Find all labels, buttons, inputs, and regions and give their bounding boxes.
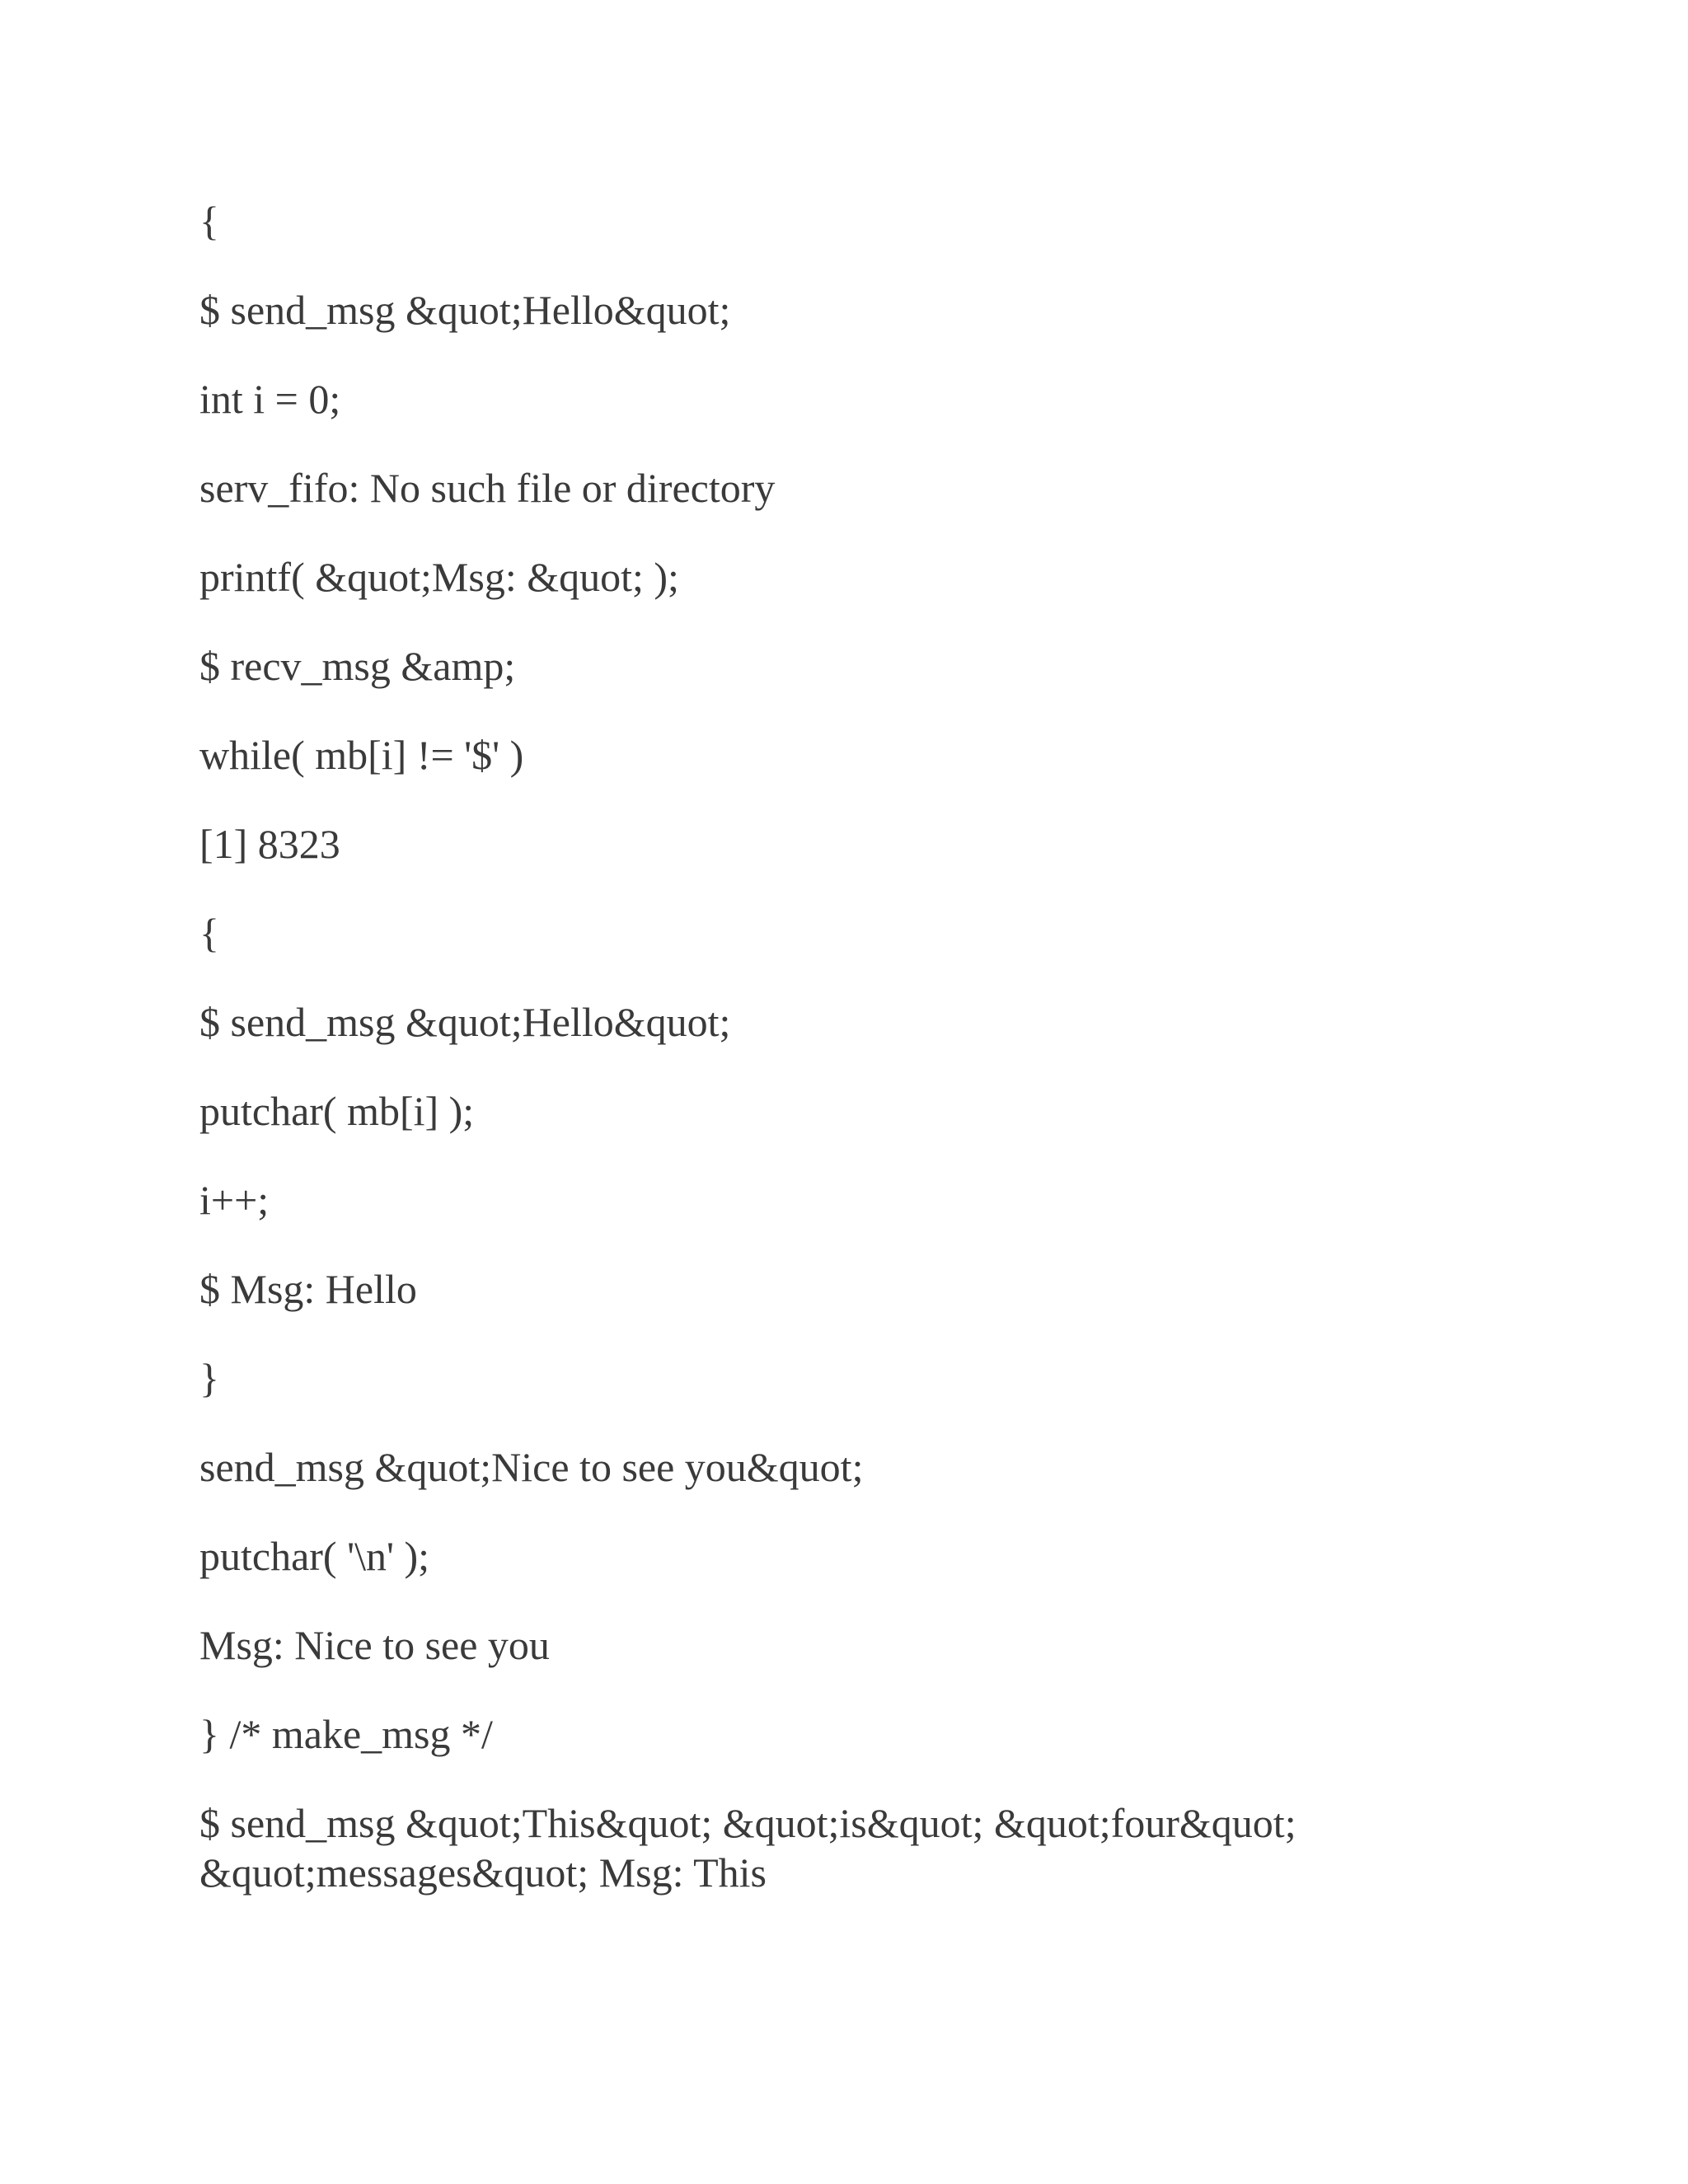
text-line: $ send_msg &quot;Hello&quot; [199,287,731,333]
text-line: $ send_msg &quot;Hello&quot; [199,999,731,1045]
text-line: } /* make_msg */ [199,1711,493,1757]
text-line: $ send_msg &quot;This&quot; &quot;is&quot; &quot;four&quot; &quot;messages&quot; Msg: This [199,1800,1296,1896]
text-line: { [199,198,219,244]
text-line: serv_fifo: No such file or directory [199,465,776,511]
document-text [199,196,1469,1897]
text-line: putchar( '\n' ); [199,1533,430,1579]
text-line: $ Msg: Hello [199,1266,417,1312]
text-line: } [199,1355,219,1401]
text-line: Msg: Nice to see you [199,1622,550,1668]
text-line: putchar( mb[i] ); [199,1088,475,1134]
text-line: printf( &quot;Msg: &quot; ); [199,554,679,600]
text-line: i++; [199,1177,270,1223]
text-line: [1] 8323 [199,821,340,867]
text-line: int i = 0; [199,376,341,422]
text-line: { [199,910,219,956]
text-line: while( mb[i] != '$' ) [199,732,524,778]
text-line: $ recv_msg &amp; [199,643,516,689]
text-line: send_msg &quot;Nice to see you&quot; [199,1444,864,1490]
